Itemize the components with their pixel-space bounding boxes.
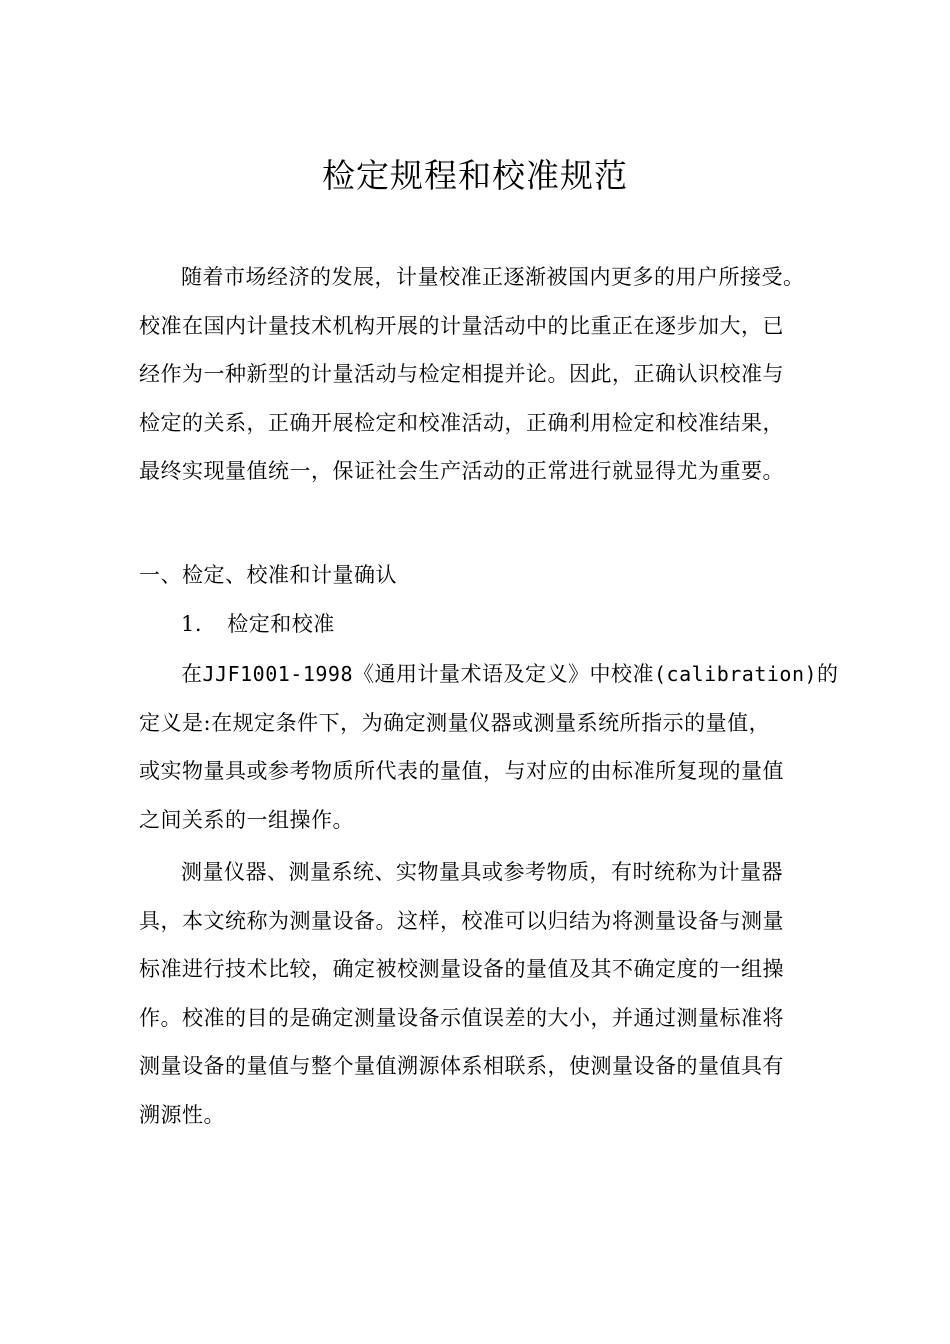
subsection-number: 1. (181, 612, 203, 636)
document-title: 检定规程和校准规范 (322, 156, 628, 195)
intro-paragraph (139, 253, 839, 496)
section-heading (139, 551, 839, 600)
explanation-line: 标准进行技术比较，确定被校测量设备的量值及其不确定度的一组操 (139, 957, 784, 981)
definition-paragraph (139, 650, 839, 844)
standard-code: JJF1001-1998 (202, 662, 353, 686)
intro-line: 经作为一种新型的计量活动与检定相提并论。因此，正确认识校准与 (139, 362, 784, 386)
explanation-line: 测量设备的量值与整个量值溯源体系相联系，使测量设备的量值具有 (139, 1054, 784, 1078)
definition-prefix: 在 (181, 662, 203, 686)
explanation-line: 具，本文统称为测量设备。这样，校准可以归结为将测量设备与测量 (139, 908, 784, 933)
definition-first-line (139, 650, 839, 699)
intro-line: 最终实现量值统一，保证社会生产活动的正常进行就显得尤为重要。 (139, 459, 784, 483)
definition-line: 或实物量具或参考物质所代表的量值，与对应的由标准所复现的量值 (139, 759, 784, 783)
subsection-heading-line (139, 600, 839, 649)
explanation-line: 作。校准的目的是确定测量设备示值误差的大小，并通过测量标准将 (139, 1005, 784, 1030)
intro-line: 校准在国内计量技术机构开展的计量活动中的比重正在逐步加大，已 (139, 313, 784, 338)
subsection-heading (139, 600, 839, 649)
explanation-paragraph (139, 848, 839, 1139)
standard-title: 《通用计量术语及定义》中校准 (353, 662, 654, 686)
intro-line: 随着市场经济的发展，计量校准正逐渐被国内更多的用户所接受。 (181, 265, 805, 289)
definition-line: 之间关系的一组操作。 (139, 807, 354, 832)
definition-suffix: 的 (817, 662, 839, 686)
intro-line: 检定的关系，正确开展检定和校准活动，正确利用检定和校准结果， (139, 410, 784, 435)
definition-line: 定义是:在规定条件下，为确定测量仪器或测量系统所指示的量值， (139, 710, 771, 735)
calibration-term: (calibration) (654, 662, 818, 686)
explanation-line: 溯源性。 (139, 1102, 225, 1127)
section-heading-text: 一、检定、校准和计量确认 (139, 563, 397, 587)
explanation-line: 测量仪器、测量系统、实物量具或参考物质，有时统称为计量器 (181, 860, 783, 884)
subsection-title: 检定和校准 (227, 612, 335, 636)
